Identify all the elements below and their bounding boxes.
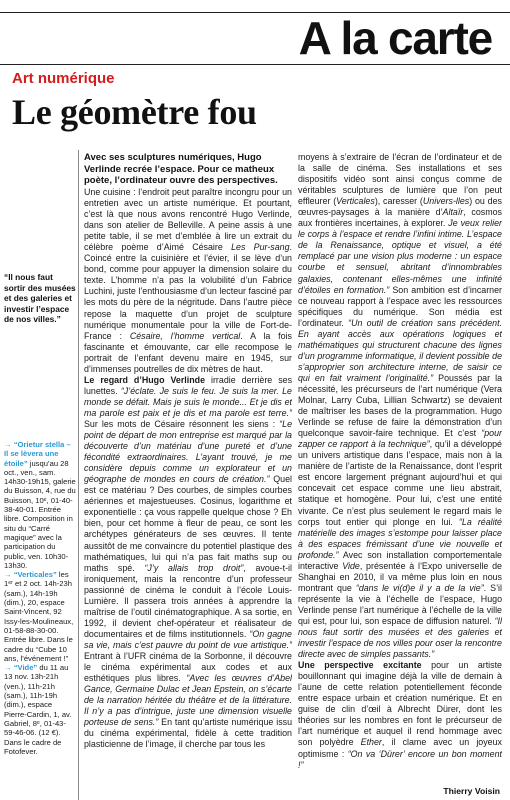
agenda-item-title: “Vide” (13, 663, 38, 673)
agenda-item-title: “Orietur stella – Il se lèvera une étoile” (4, 440, 71, 468)
author-signature: Thierry Voisin (443, 786, 500, 796)
article-body-column-2 (298, 152, 502, 792)
article-paragraph: Le regard d’Hugo Verlinde irradie derrière ses lunettes. “J’éclate. Je suis le feu. Je suis la mer. Le monde se défait. Mais je suis le monde... Et je dis et ma parole est paix et je dis et ma parole est terre.” Sur les mots de Césaire résonnent les siens : “Le point de départ de mon entreprise est marqué par la découverte d’un matériau d’une pureté et d’une fécondité extraordinaires. L’ayant trouvé, je me considère depuis comme un explorateur et un géographe de mondes en cours de création.” Quel est ce matériau ? Des courbes, de simples courbes aériennes et majestueuses. Cosinus, logarithme et exponentielle : ça vous rappelle quelque chose ? Eh bien, pour cet homme à fleur de peau, ce sont les archétypes générateurs de ses œuvres. Il tente aussitôt de me convaincre du potentiel plastique des mathématiques, lui qui n’a pas fait maths sup ou maths spé. “J’y allais trop droit”, avoue-t-il ironiquement, mais la rencontre d’un professeur passionné de cinéma le conduit à l’école Louis-Lumière. Il passera trois années à apprendre la maîtrise de l’outil cinématographique. A sa sortie, en 1992, il devient chef-opérateur et réalisateur de documentaires et de films institutionnels. “On gagne sa vie, mais c’est pauvre du point de vue artistique.” Entrant à l’UFR cinéma de la Sorbonne, il découvre le cinéma expérimental aux codes et aux esthétiques plus libres. “Avec les œuvres d’Abel Gance, Germaine Dulac et Jean Epstein, on s’écarte de la narration héritée du théâtre et de la littérature. Il n’y a pas d’intrigue, juste une dimension visuelle porteuse de sens.” En tant qu’artiste numérique issu du cinéma expérimental, fidèle à cette tradition plasticienne de l’image, il cherche par tous les (84, 374, 292, 750)
agenda-item-text: du 11 au 13 nov. 13h-21h (ven.), 11h-21h (sam.), 11h-19h (dim.), espace Pierre-Cardin, 1, av. Gabriel, 8ᵉ, 01-43-59-46-06. (12 €). Dans le cadre de Fotofever. (4, 663, 72, 756)
arrow-icon: → (4, 440, 12, 449)
article-headline: Le géomètre fou (12, 92, 257, 132)
header-bottom-rule (0, 64, 510, 65)
agenda-item-text: jusqu’au 28 oct., ven., sam. 14h30-19h15, galerie du Buisson, 4, rue du Buisson, 10ᵉ, 01-40-38-40-01. Entrée libre. Composition in situ du “Carré magique” avec la participation du public, ven. 10h30-13h30. (4, 458, 76, 570)
agenda-item-text: les 1ᵉʳ et 2 oct. 14h-23h (sam.), 14h-19h (dim.), 20, espace Saint-Vincent, 92 Issy-les-Moulineaux, 01-58-88-30-00. Entrée libre. Dans le cadre du “Cube 10 ans, l’événement !” (4, 570, 74, 663)
article-kicker: Art numérique (12, 70, 115, 87)
agenda-box (4, 440, 76, 798)
article-paragraph: Une perspective excitante pour un artiste bouillonnant qui imagine déjà la ville de demain à l’aune de cette relation potentiellement féconde entre espace urbain et création numérique. Et en guise de clin d’œil à Albrecht Dürer, dont les théories sur les nombres en font le précurseur de l’art numérique et auquel il rend hommage avec son polyèdre Ether, il clame avec un joyeux optimisme : “On va ‘Dürer’ encore un bon moment !” (298, 660, 502, 770)
pull-quote: “Il nous faut sortir des musées et des galeries et investir l’espace de nos villes.” (4, 272, 76, 325)
article-paragraph: Une cuisine : l’endroit peut paraître incongru pour un entretien avec un artiste numérique. Et pourtant, c’est là que nous avons rencontré Hugo Verlinde, dans son atelier de Belleville. A peine assis à une petite table, il se met d’emblée à lire un extrait du célèbre poème d’Aimé Césaire Les Pur-sang. Coincé entre la cuisinière et l’évier, il se lève d’un bond, comme pour appuyer la dimension solaire du texte. L’homme n’a pas la volubilité d’un Fabrice Luchini, juste l’enthousiasme d’un lecteur fasciné par les mots du père de la négritude. Dans l’autre pièce repose la maquette d’un projet de sculpture numérique monumentale pour la ville de Fort-de-France : Césaire, l’homme vertical. A la fois fascinante et émouvante, car elle recompose le portrait de l’enfant devenu maire en 1945, sur d’immenses poutrelles de dix mètres de haut. (84, 187, 292, 374)
arrow-icon: → (4, 663, 12, 673)
section-title: A la carte (298, 12, 492, 64)
section-header (0, 0, 510, 64)
article-body-column-1 (84, 187, 292, 799)
sidebar-divider (78, 150, 79, 800)
article-lead: Avec ses sculptures numériques, Hugo Verlinde recrée l’espace. Pour ce matheux poète, l’ordinateur ouvre des perspectives. (84, 152, 278, 187)
article-paragraph: moyens à s’extraire de l’écran de l’ordinateur et de la salle de cinéma. Ses installations et ses dispositifs vidéo sont ainsi conçus comme de véritables sculptures de lumière que l’on peut effleurer (Verticales), caresser (Univers-lles) ou des œuvres-paysages à la manière d’Altaïr, cosmos aux frontières incertaines, à explorer. Je veux relier le corps à l’espace et rendre l’infini intime. L’espace de la Renaissance, optique et visuel, a été remplacé par une vision plus moderne : un espace courbe et sensuel, abritant d’innombrables galaxies, contenant elles-mêmes une infinité d’étoiles en formation.” Son ambition est d’incarner ce nouveau rapport à l’espace avec les ressources spécifiques du numérique. Son média est l’ordinateur. “Un outil de création sans précédent. En ayant accès aux opérations logiques et mathématiques qui structurent chacune des lignes d’un programme informatique, il devient possible de s’approprier son architecture interne, de saisir ce qui en fait vraiment l’originalité.” Poussés par la nécessité, les précurseurs de l’art numérique (Vera Molnar, Larry Cuba, Lillian Schwartz) se devaient de maîtriser les bases de la programmation. Hugo Verlinde se refuse de faire la démonstration d’un quelconque savoir-faire technique. Et c’est “pour zapper ce rapport à la technique”, qu’il a développé un univers artistique dans l’espace, mais non à la manière de l’artiste de la Renaissance, dont l’esprit est encore largement prégnant aujourd’hui et qui concevait cet espace comme une lieu abstrait, statique et homogène. Pour lui, c’est une entité vivante. Ce n’est plus seulement le regard mais le corps tout entier qui plonge en lui. “La réalité matérielle des images s’estompe pour laisser place à des espaces frémissant d’une vie nouvelle et profonde.” Avec son installation comportementale interactive Vide, présentée à l’Expo universelle de Shanghai en 2010, il va même plus loin en nous montrant que “dans le vi(d)e il y a de la vie”. S’il représente la vie à l’échelle de l’espace, Hugo Verlinde pense l’art numérique à l’échelle de la ville qui est, pour lui, son espace de diffusion naturel. “Il nous faut sortir des musées et des galeries et investir l’espace de nos villes pour oser la rencontre directe avec de simples passants.” (298, 152, 502, 660)
agenda-item-title: “Verticales” (13, 570, 57, 580)
arrow-icon: → (4, 570, 12, 580)
